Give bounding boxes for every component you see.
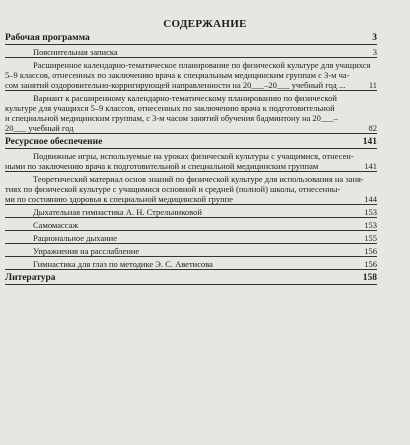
toc-page-number: 158 [362,273,377,283]
toc-entry-self-massage [5,220,377,231]
toc-section-resources [5,136,377,149]
toc-page-number: 3 [372,33,377,43]
toc-entry-line: ми по состоянию здоровья к специальной медицинской группе [5,194,233,204]
toc-entry-label: Пояснительная записка [33,47,118,57]
toc-page-number: 144 [364,194,377,204]
toc-entry-label: Литература [5,273,56,283]
toc-entry-line: Вариант к расширенному календарно-тематическому планированию по физической [33,93,337,103]
toc-entry-explanatory-note [5,47,377,58]
toc-entry-rational-breathing [5,233,377,244]
toc-entry-eye-gymnastics [5,259,377,270]
toc-entry-breathing-gymnastics [5,207,377,218]
toc-entry-outdoor-games [5,151,377,172]
toc-entry-line: 5–9 классов, отнесенных по заключению врача к специальным медицинским группам с 3-м ча- [5,70,350,80]
toc-section-work-program [5,32,377,45]
toc-entry-line: сом занятий оздоровительно-корригирующей направленности на 20___–20___ учебный год ... [5,80,346,90]
table-of-contents [5,32,377,285]
toc-page-number: 155 [364,233,377,243]
toc-entry-planning [5,60,377,91]
toc-entry-line: и специальной медицинским группам, с 3-м часом занятий обучения бадминтону на 20___– [5,113,338,123]
toc-section-literature [5,272,377,285]
toc-entry-label: Самомассаж [33,220,79,230]
toc-entry-line: Подвижные игры, используемые на уроках физической культуры с учащимися, отнесен- [33,151,354,161]
toc-entry-label: Дыхательная гимнастика А. Н. Стрельниковой [33,207,202,217]
toc-entry-line: Теоретический материал основ знаний по физической культуре для использования на заня- [33,174,364,184]
toc-entry-label: Упражнения на расслабление [33,246,140,256]
toc-page-number: 82 [368,123,377,133]
toc-page-number: 153 [364,207,377,217]
toc-entry-label: Рациональное дыхание [33,233,117,243]
toc-page-number: 156 [364,259,377,269]
toc-page-number: 153 [364,220,377,230]
page-title: СОДЕРЖАНИЕ [163,18,247,30]
toc-entry-label: Гимнастика для глаз по методике Э. С. Аветисова [33,259,213,269]
toc-entry-line: 20___ учебный год [5,123,74,133]
toc-entry-label: Рабочая программа [5,33,90,43]
toc-page-number: 11 [368,80,377,90]
toc-entry-relaxation [5,246,377,257]
toc-entry-label: Ресурсное обеспечение [5,137,103,147]
toc-entry-line: тиях по физической культуре с учащимися основной и средней (полной) школы, отнесенны- [5,184,341,194]
toc-entry-line: Расширенное календарно-тематическое планирование по физической культуре для учащихся [33,60,371,70]
toc-page-number: 141 [364,161,377,171]
toc-page-number: 3 [372,47,377,57]
toc-entry-badminton-variant [5,93,377,134]
toc-page-number: 156 [364,246,377,256]
toc-page-number: 141 [362,137,377,147]
toc-entry-theory [5,174,377,205]
toc-entry-line: ными по заключению врача к подготовительной и специальной медицинским группам [5,161,319,171]
toc-entry-line: культуре для учащихся 5–9 классов, отнесенных по заключению врача к подготовительной [5,103,335,113]
